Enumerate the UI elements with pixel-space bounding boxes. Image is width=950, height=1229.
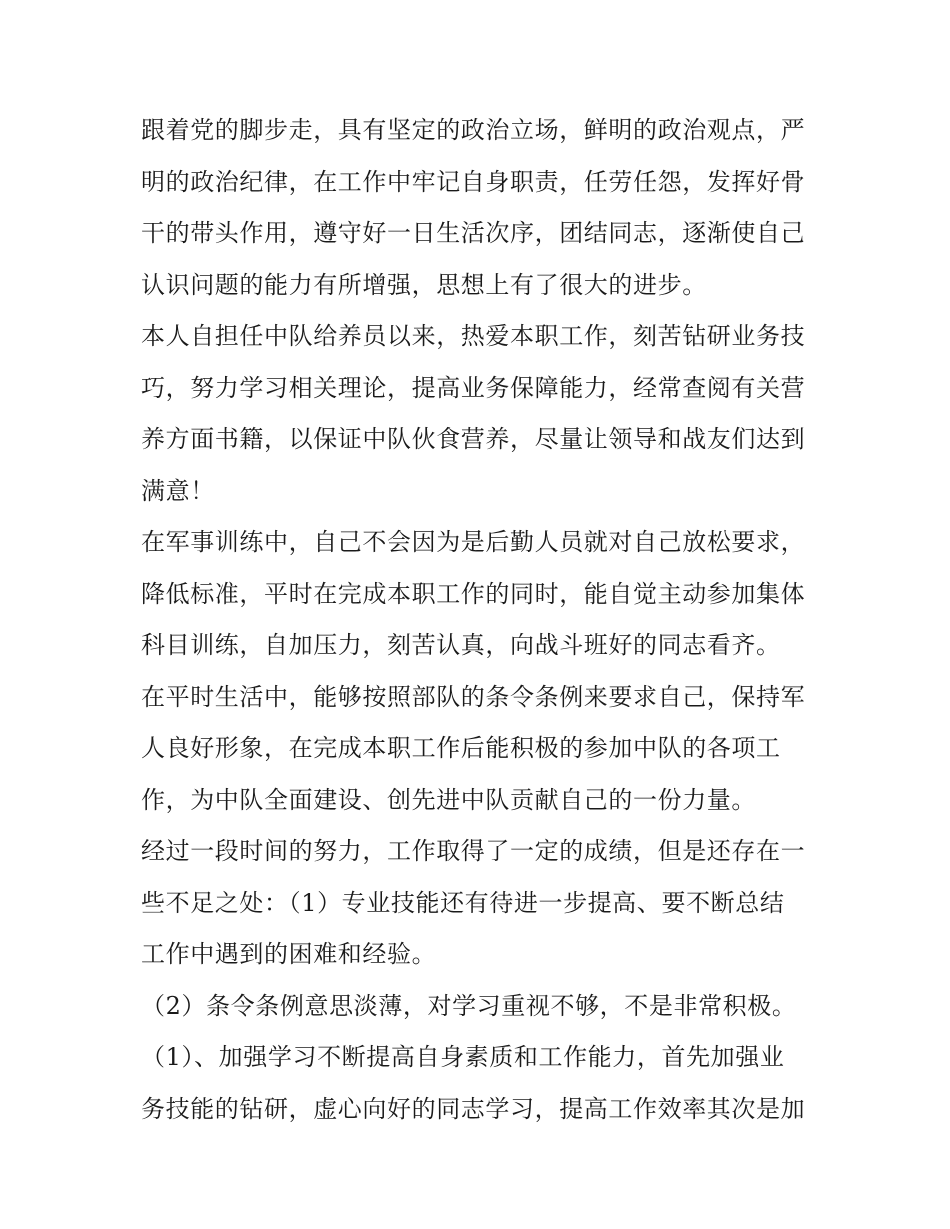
text-line: 工作中遇到的困难和经验。	[141, 940, 437, 968]
text-line: 作，为中队全面建设、创先进中队贡献自己的一份力量。	[141, 785, 756, 814]
text-line: 明的政治纪律，在工作中牢记自身职责，任劳任怨，发挥好骨	[141, 167, 806, 196]
text-line: 些不足之处：（1）专业技能还有待进一步提高、要不断总结	[141, 888, 785, 917]
text-line: 跟着党的脚步走，具有坚定的政治立场，鲜明的政治观点，严	[141, 116, 806, 144]
text-line: 科目训练，自加压力，刻苦认真，向战斗班好的同志看齐。	[141, 631, 781, 659]
text-line: 人良好形象，在完成本职工作后能积极的参加中队的各项工	[141, 734, 781, 762]
text-line: 在平时生活中，能够按照部队的条令条例来要求自己，保持军	[141, 682, 806, 711]
text-line: 在军事训练中，自己不会因为是后勤人员就对自己放松要求，	[141, 528, 806, 556]
text-line: （2）条令条例意思淡薄，对学习重视不够，不是非常积极。	[141, 991, 797, 1020]
text-line: 满意！	[141, 476, 215, 505]
text-line: 务技能的钻研，虚心向好的同志学习，提高工作效率其次是加	[141, 1094, 806, 1123]
text-line: 养方面书籍，以保证中队伙食营养，尽量让领导和战友们达到	[141, 425, 806, 453]
text-line: 本人自担任中队给养员以来，热爱本职工作，刻苦钻研业务技	[141, 322, 806, 350]
text-line: 巧，努力学习相关理论，提高业务保障能力，经常查阅有关营	[141, 373, 806, 402]
text-line: 降低标准，平时在完成本职工作的同时，能自觉主动参加集体	[141, 579, 806, 608]
text-line: 干的带头作用，遵守好一日生活次序，团结同志，逐渐使自己	[141, 219, 806, 247]
text-line: 经过一段时间的努力，工作取得了一定的成绩，但是还存在一	[141, 837, 806, 865]
text-line: 认识问题的能力有所增强，思想上有了很大的进步。	[141, 270, 707, 299]
document-body	[141, 108, 821, 1138]
text-line: （1）、加强学习不断提高自身素质和工作能力，首先加强业	[141, 1043, 785, 1071]
